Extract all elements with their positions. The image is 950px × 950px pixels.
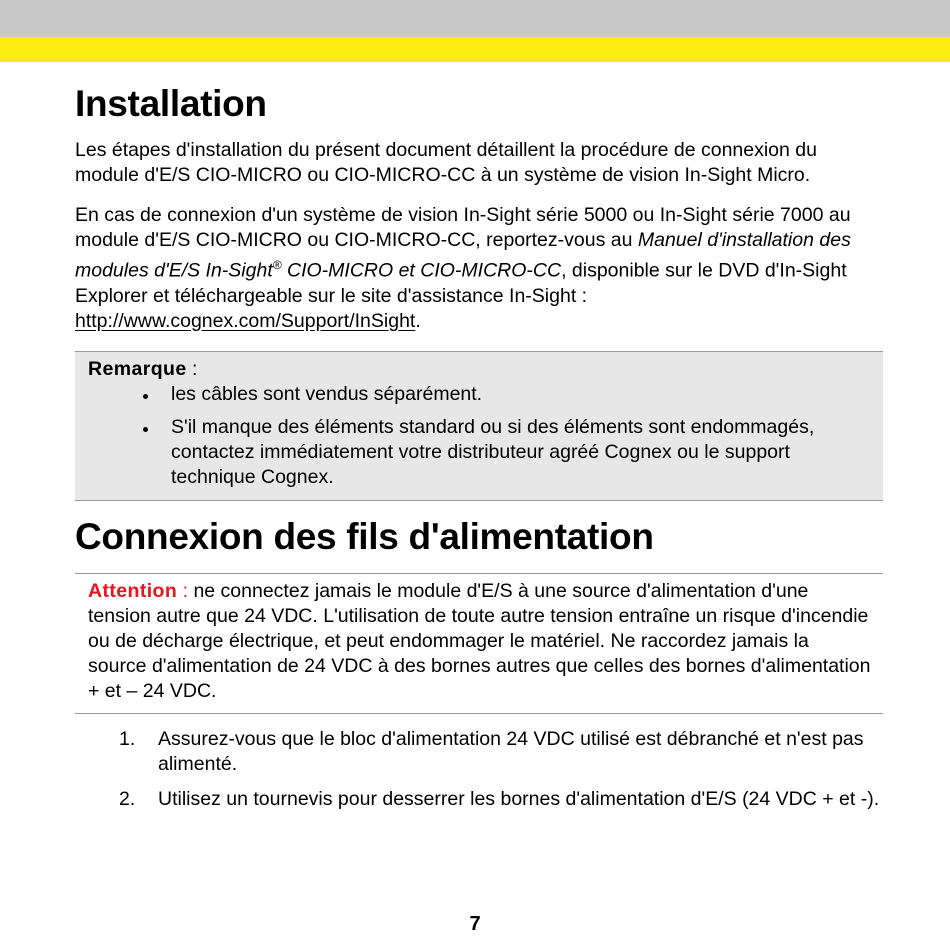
caution-colon: : bbox=[177, 579, 194, 602]
page-number: 7 bbox=[469, 913, 481, 935]
header-gray-band bbox=[0, 0, 950, 37]
steps-list bbox=[75, 727, 883, 812]
step-text: Assurez-vous que le bloc d'alimentation 24 VDC utilisé est débranché et n'est pas alimenté. bbox=[158, 727, 864, 775]
installation-reference-paragraph bbox=[75, 203, 883, 334]
section-title-installation: Installation bbox=[75, 83, 267, 124]
step-item bbox=[75, 787, 883, 812]
note-list-item bbox=[88, 415, 871, 490]
manual-title-italic-end: CIO-MICRO et CIO-MICRO-CC bbox=[281, 259, 562, 282]
caution-text: ne connectez jamais le module d'E/S à une source d'alimentation d'une tension autre que 24 VDC. L'utilisation de toute autre tension entraîne un risque d'incendie ou de décharge électrique, et peut endommager le matériel. Ne raccordez jamais la source d'alimentation de 24 VDC à des bornes autres que celles des bornes d'alimentation + et – 24 VDC. bbox=[88, 579, 871, 702]
step-text: Utilisez un tournevis pour desserrer les bornes d'alimentation d'E/S (24 VDC + et -). bbox=[158, 787, 880, 810]
note-item-text: S'il manque des éléments standard ou si des éléments sont endommagés, contactez immédiatement votre distributeur agréé Cognex ou le support technique Cognex. bbox=[171, 415, 815, 488]
section-title-power-wiring: Connexion des fils d'alimentation bbox=[75, 515, 654, 557]
header-yellow-band bbox=[0, 37, 950, 62]
note-list bbox=[88, 382, 871, 490]
bullet-icon bbox=[143, 427, 148, 432]
installation-intro-paragraph: Les étapes d'installation du présent document détaillent la procédure de connexion du module d'E/S CIO-MICRO ou CIO-MICRO-CC à un système de vision In-Sight Micro. bbox=[75, 139, 817, 186]
note-box bbox=[75, 351, 883, 501]
bullet-icon bbox=[143, 394, 148, 399]
reference-text-end: . bbox=[415, 309, 421, 332]
note-item-text: les câbles sont vendus séparément. bbox=[171, 382, 483, 405]
note-list-item bbox=[88, 382, 871, 407]
step-number: 2. bbox=[119, 787, 136, 810]
step-item bbox=[75, 727, 883, 777]
caution-label: Attention bbox=[88, 579, 178, 602]
reference-text-start: En cas de connexion d'un système de vision In-Sight série 5000 ou In-Sight série 7000 au module d'E/S CIO-MICRO ou CIO-MICRO-CC, reportez-vous au bbox=[75, 204, 851, 251]
registered-mark: ® bbox=[272, 258, 282, 272]
support-link[interactable]: http://www.cognex.com/Support/InSight bbox=[75, 309, 416, 332]
caution-box bbox=[75, 573, 883, 714]
note-label: Remarque bbox=[88, 357, 187, 380]
note-colon: : bbox=[186, 357, 198, 380]
reference-text-middle: , disponible sur le DVD d'In-Sight Explorer et téléchargeable sur le site d'assistance In-Sight : bbox=[75, 259, 847, 307]
manual-title-italic: Manuel d'installation des modules d'E/S In-Sight bbox=[75, 229, 851, 282]
page-content bbox=[75, 80, 883, 812]
step-number: 1. bbox=[119, 727, 136, 750]
note-heading bbox=[88, 357, 871, 382]
